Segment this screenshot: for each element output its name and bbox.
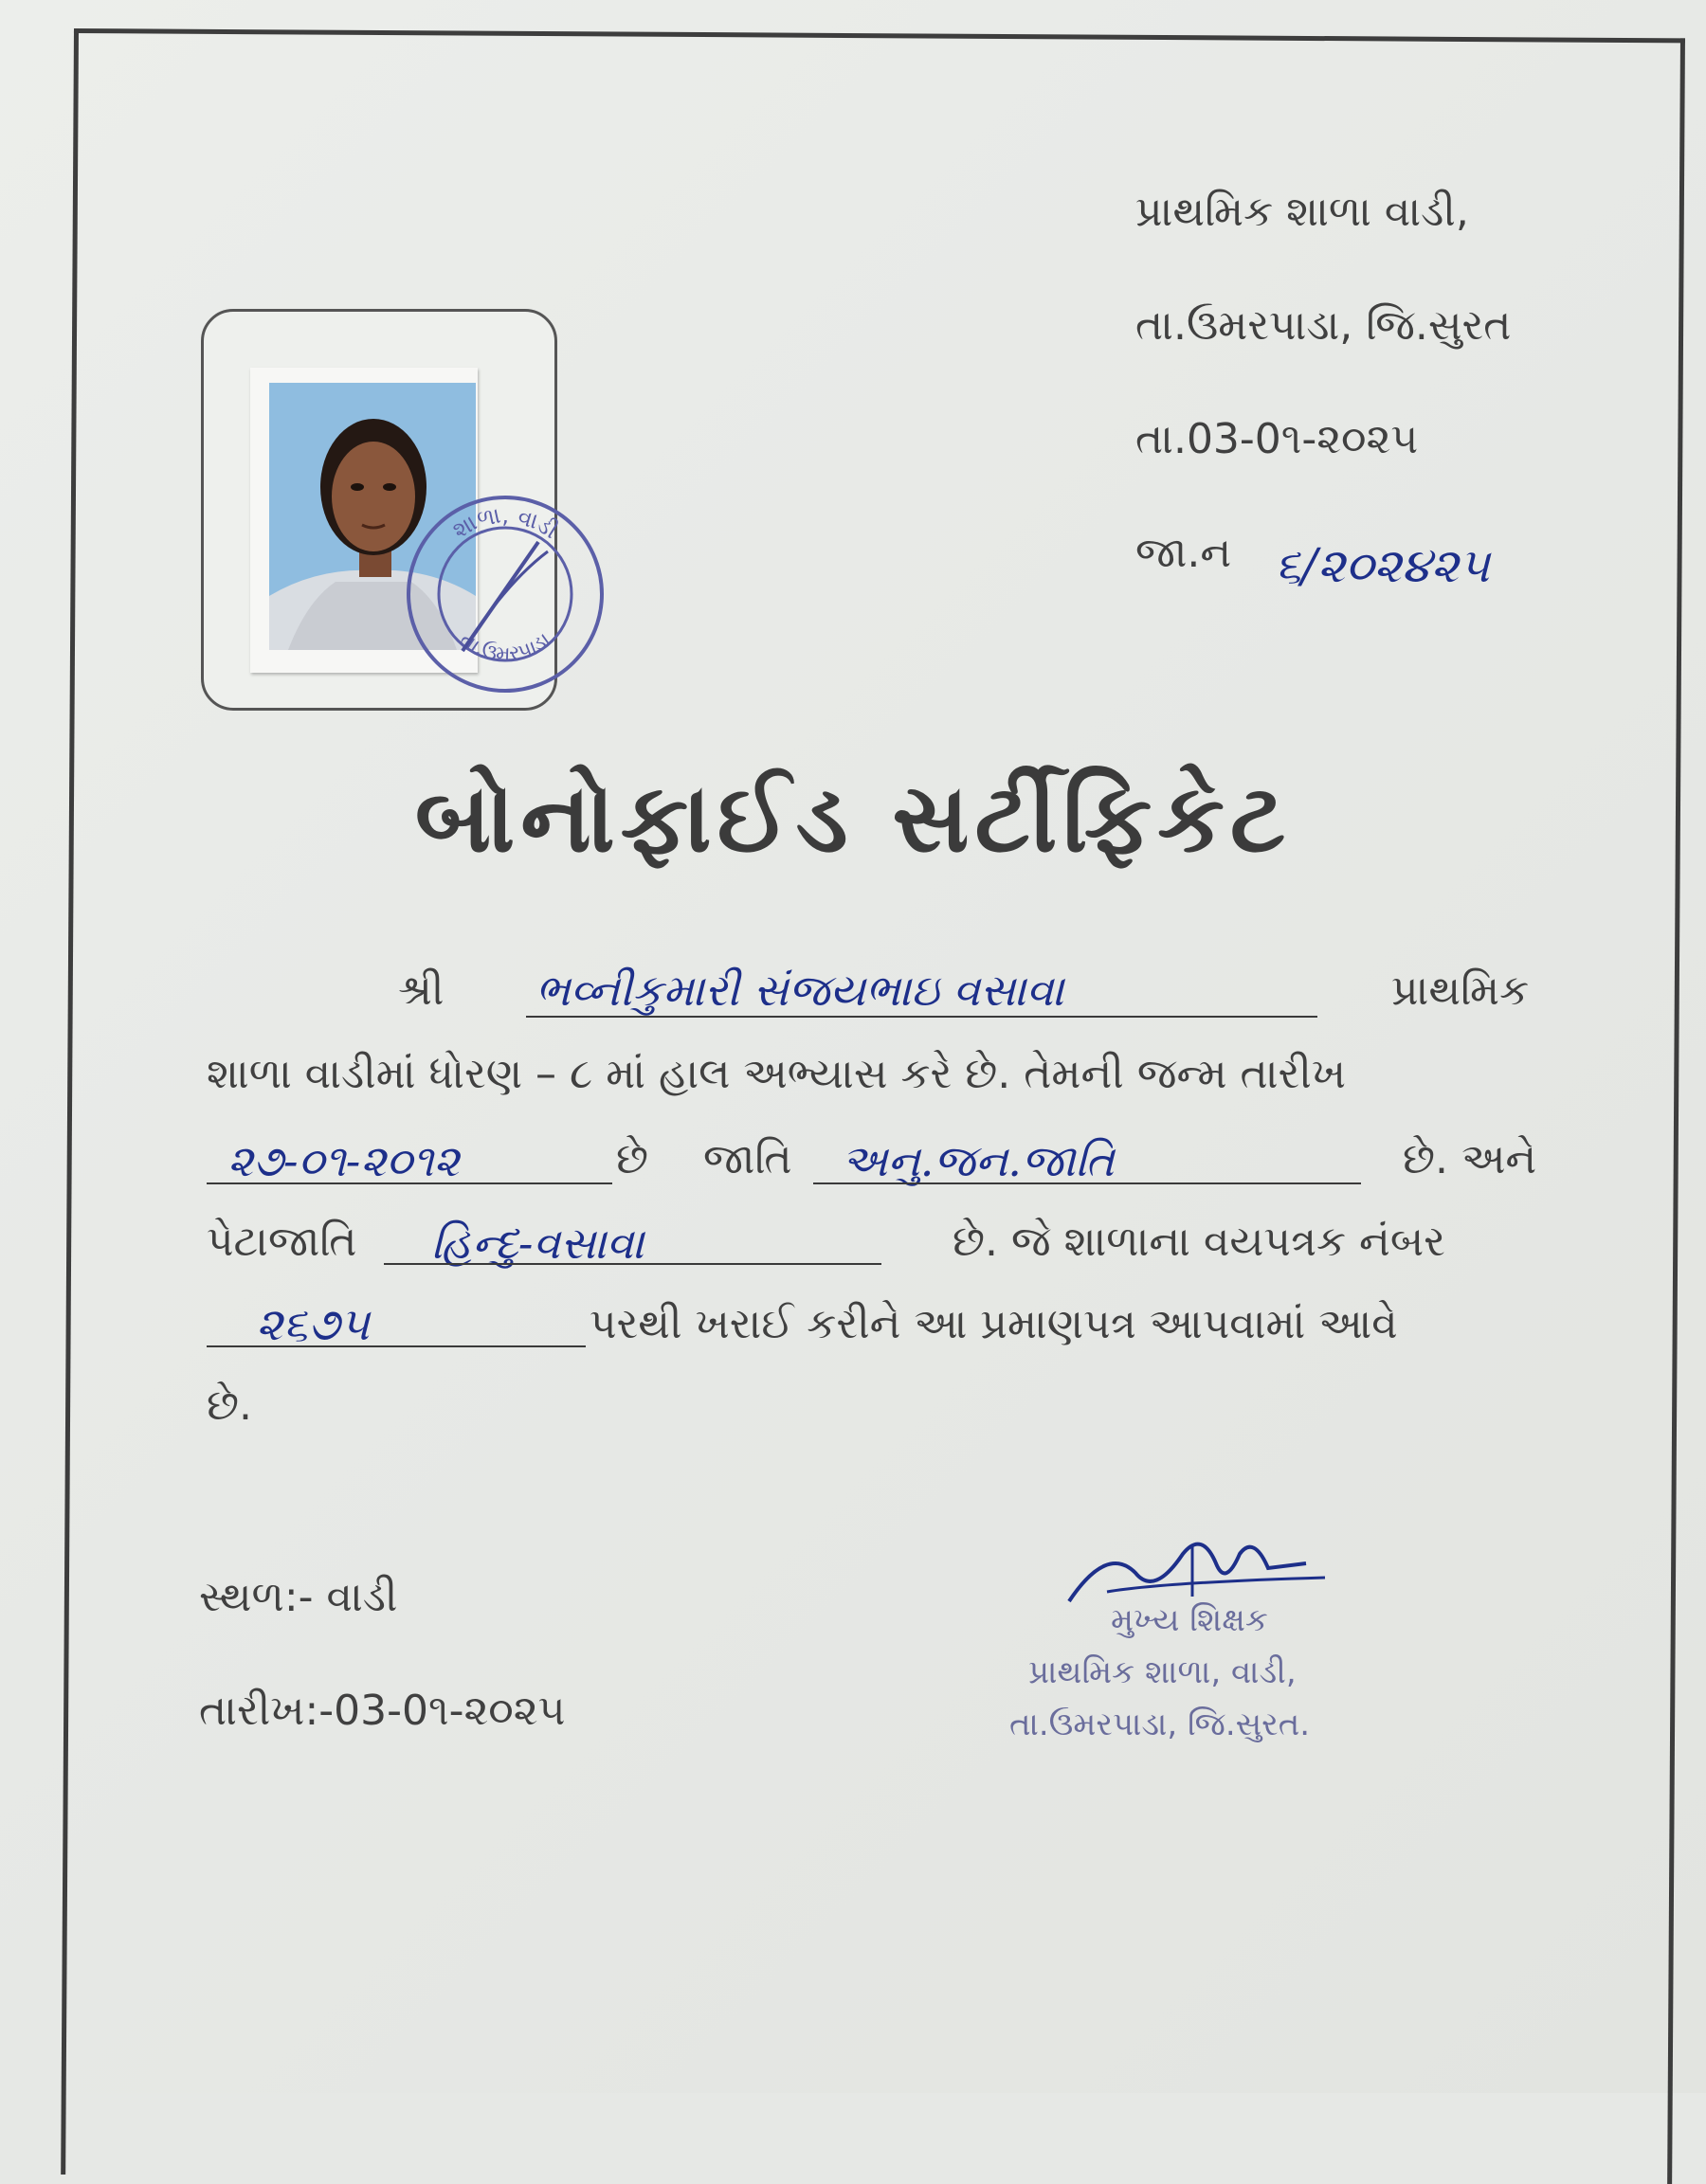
student-name: ભવ્નીકુમારી સંજયભાઇ વસાવા <box>535 965 1064 1016</box>
che-word: છે <box>616 1135 649 1183</box>
register-underline <box>207 1345 586 1347</box>
dob-underline <box>207 1182 612 1184</box>
shri-label: શ્રી <box>398 966 445 1015</box>
place-line: સ્થળ:- વાડી <box>199 1573 398 1621</box>
header-date: તા.03-0૧-૨૦૨૫ <box>1135 415 1419 463</box>
svg-text:તા.ઉમરપાડા: તા.ઉમરપાડા <box>455 627 555 667</box>
che-ane: છે. અને <box>1403 1135 1537 1183</box>
subcaste-underline <box>384 1263 881 1265</box>
certificate-title: બોનોફાઈડ સર્ટીફિકેટ <box>414 763 1292 874</box>
reference-label: જા.ન <box>1135 529 1232 577</box>
footer-date: તારીખ:-03-0૧-૨૦૨૫ <box>199 1687 566 1735</box>
seal-role: મુખ્ય શિક્ષક <box>1111 1601 1268 1639</box>
address-line: તા.ઉમરપાડા, જિ.સુરત <box>1135 301 1512 350</box>
primary-word: પ્રાથમિક <box>1391 966 1530 1015</box>
caste-underline <box>813 1182 1361 1184</box>
school-name-line: પ્રાથમિક શાળા વાડી, <box>1135 188 1469 236</box>
subcaste-value: હિન્દુ-વસાવા <box>431 1218 644 1269</box>
school-round-stamp <box>396 485 614 703</box>
body-line-2: શાળા વાડીમાં ધોરણ – ૮ માં હાલ અભ્યાસ કરે છે. તેમની જન્મ તારીખ <box>207 1050 1347 1098</box>
birth-date: ૨૭-૦૧-૨૦૧૨ <box>227 1135 460 1186</box>
jati-label: જાતિ <box>703 1135 792 1183</box>
seal-school: પ્રાથમિક શાળા, વાડી, <box>1028 1653 1297 1691</box>
register-text: છે. જે શાળાના વયપત્રક નંબર <box>953 1218 1445 1266</box>
subcaste-label: પેટાજાતિ <box>207 1218 357 1266</box>
reference-number: ૬/૨૦૨૪૨૫ <box>1275 538 1490 593</box>
seal-address: તા.ઉમરપાડા, જિ.સુરત. <box>1009 1706 1311 1743</box>
body-line-5: પરથી ખરાઈ કરીને આ પ્રમાણપત્ર આપવામાં આવે <box>590 1300 1398 1348</box>
body-line-6: છે. <box>207 1381 252 1430</box>
svg-text:શાળા, વાડી: શાળા, વાડી <box>447 501 563 545</box>
name-underline <box>526 1016 1317 1018</box>
register-number: ૨૬૭૫ <box>256 1298 370 1351</box>
caste-value: અનુ.જન.જાતિ <box>842 1135 1115 1186</box>
